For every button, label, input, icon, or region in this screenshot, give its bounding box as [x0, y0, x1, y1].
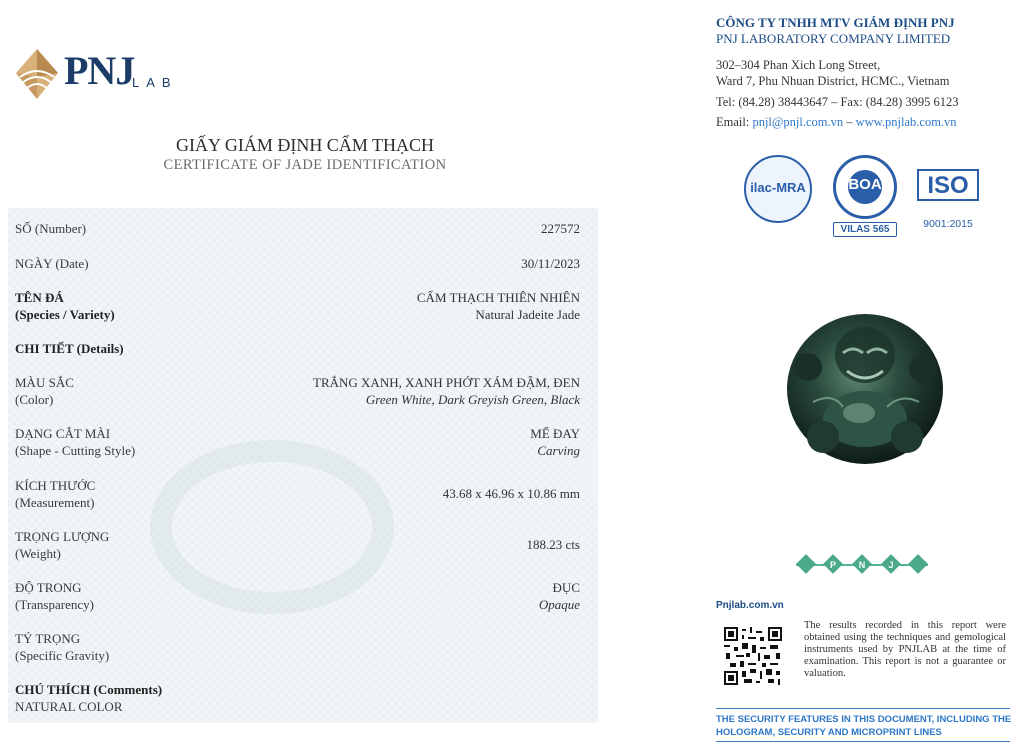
ilac-mra-text: ilac-MRA — [750, 180, 806, 195]
email-label: Email: — [716, 115, 750, 129]
company-name-vn: CÔNG TY TNHH MTV GIÁM ĐỊNH PNJ — [716, 15, 955, 30]
company-name-en: PNJ LABORATORY COMPANY LIMITED — [716, 31, 951, 46]
iso-standard: 9001:2015 — [923, 218, 973, 230]
species-label-en: (Species / Variety) — [15, 307, 115, 322]
security-notice — [716, 713, 1016, 739]
weight-value: 188.23 cts — [526, 537, 580, 552]
title-english: CERTIFICATE OF JADE IDENTIFICATION — [163, 157, 447, 173]
color-value-en: Green White, Dark Greyish Green, Black — [365, 392, 580, 407]
date-label: NGÀY (Date) — [15, 256, 89, 271]
boa-text: BOA — [848, 176, 882, 193]
details-label: CHI TIẾT (Details) — [15, 341, 124, 356]
measurement-label-vn: KÍCH THƯỚC — [15, 478, 96, 493]
species-value-en: Natural Jadeite Jade — [475, 307, 580, 322]
measurement-label-en: (Measurement) — [15, 495, 95, 510]
gravity-label-en: (Specific Gravity) — [15, 648, 110, 663]
comments-value: NATURAL COLOR — [15, 699, 123, 714]
transparency-value-en: Opaque — [538, 597, 580, 612]
address-line-1: 302–304 Phan Xich Long Street, — [716, 58, 881, 72]
email-separator: – — [846, 115, 853, 129]
measurement-value: 43.68 x 46.96 x 10.86 mm — [442, 486, 580, 501]
shape-value-en: Carving — [537, 443, 580, 458]
date-value: 30/11/2023 — [521, 256, 580, 271]
security-divider — [716, 741, 1010, 742]
security-line-1: THE SECURITY FEATURES IN THIS DOCUMENT, INCLUDING THE — [716, 714, 1012, 725]
shape-label-vn: DẠNG CẮT MÀI — [15, 426, 111, 441]
security-divider — [716, 708, 1010, 709]
band-letter: N — [858, 560, 866, 570]
website-link[interactable]: www.pnjlab.com.vn — [855, 115, 957, 129]
species-value-vn: CẨM THẠCH THIÊN NHIÊN — [416, 290, 580, 305]
transparency-label-en: (Transparency) — [15, 597, 94, 612]
phone-fax: Tel: (84.28) 38443647 – Fax: (84.28) 3995 6123 — [716, 95, 959, 109]
color-label-en: (Color) — [15, 392, 54, 407]
gravity-label-vn: TỶ TRỌNG — [15, 631, 81, 646]
iso-logo: ISO — [917, 169, 979, 201]
email-link[interactable]: pnjl@pnjl.com.vn — [752, 115, 844, 129]
security-line-2: HOLOGRAM, SECURITY AND MICROPRINT LINES — [716, 727, 942, 738]
number-value: 227572 — [541, 221, 580, 236]
pnj-diamond-icon — [14, 47, 60, 103]
email-line — [716, 114, 957, 130]
band-diamond — [796, 554, 816, 574]
shape-value-vn: MẾ ĐAY — [530, 426, 580, 441]
qr-code-icon[interactable] — [724, 627, 782, 685]
band-diamond — [908, 554, 928, 574]
ilac-mra-logo — [744, 155, 812, 223]
brand-name: PNJ — [64, 48, 135, 93]
pnj-security-band — [796, 556, 928, 574]
disclaimer-note: The results recorded in this report were obtained using the techniques and gemological instruments used by PNJLAB at the time of examination. This report is not a guarantee or valuation. — [804, 620, 1006, 679]
species-label-vn: TÊN ĐÁ — [15, 290, 64, 305]
site-url[interactable]: Pnjlab.com.vn — [716, 600, 784, 611]
boa-emblem-icon — [848, 170, 882, 204]
boa-accreditation-logo — [833, 155, 897, 219]
title-vietnamese: GIẤY GIÁM ĐỊNH CẨM THẠCH — [176, 135, 434, 155]
address-line-2: Ward 7, Phu Nhuan District, HCMC., Vietnam — [716, 74, 950, 88]
weight-label-vn: TRỌNG LƯỢNG — [15, 529, 110, 544]
number-label: SỐ (Number) — [15, 221, 87, 236]
brand-sub: LAB — [132, 75, 178, 90]
vilas-badge: VILAS 565 — [833, 222, 897, 237]
comments-label: CHÚ THÍCH (Comments) — [15, 682, 163, 697]
transparency-value-vn: ĐỤC — [552, 580, 580, 595]
watermark-swirl — [150, 440, 394, 614]
band-letter: P — [829, 560, 836, 570]
transparency-label-vn: ĐỘ TRONG — [15, 580, 82, 595]
weight-label-en: (Weight) — [15, 546, 61, 561]
color-label-vn: MÀU SẮC — [15, 375, 74, 390]
jade-buddha-carving-photo — [783, 307, 946, 467]
pnj-lab-logo — [14, 47, 194, 107]
shape-label-en: (Shape - Cutting Style) — [15, 443, 136, 458]
band-letter: J — [888, 560, 894, 570]
color-value-vn: TRẮNG XANH, XANH PHỚT XÁM ĐẬM, ĐEN — [313, 375, 580, 390]
